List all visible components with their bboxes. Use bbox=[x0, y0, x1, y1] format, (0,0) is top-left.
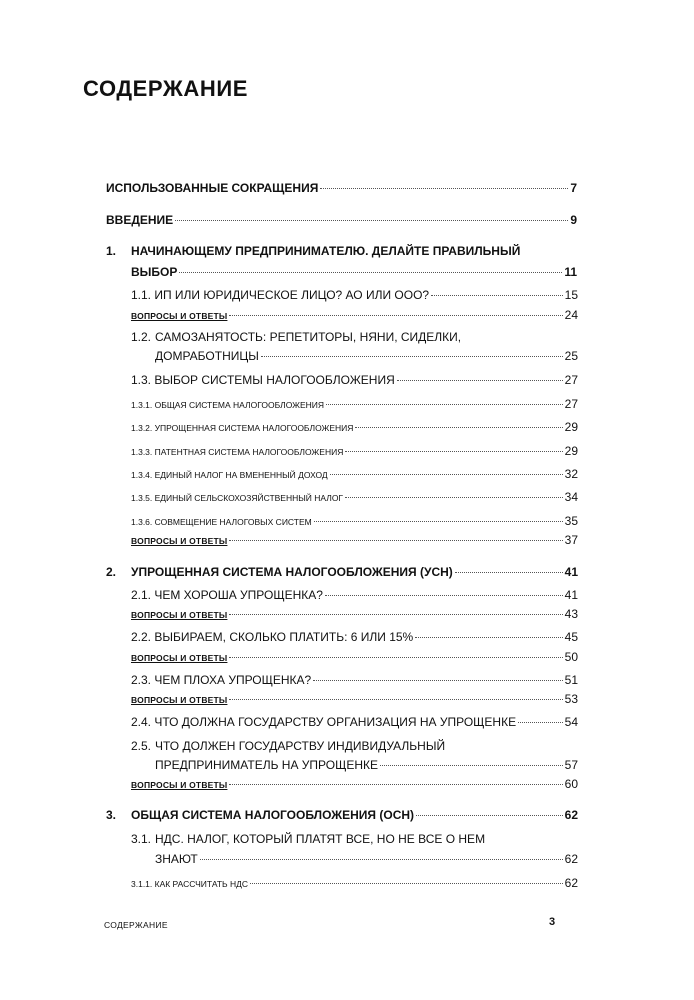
toc-entry-page: 24 bbox=[564, 308, 578, 322]
toc-entry-2-3[interactable] bbox=[131, 673, 578, 687]
toc-entry-label: ПРЕДПРИНИМАТЕЛЬ НА УПРОЩЕНКЕ bbox=[155, 758, 379, 772]
toc-entry-page: 27 bbox=[564, 397, 578, 411]
toc-chapter-number: 3. bbox=[106, 808, 117, 822]
toc-entry-page: 62 bbox=[564, 808, 578, 822]
toc-entry-label: 1.3.5. ЕДИНЫЙ СЕЛЬСКОХОЗЯЙСТВЕННЫЙ НАЛОГ bbox=[131, 493, 344, 503]
toc-chapter-number: 1. bbox=[106, 244, 117, 258]
toc-entry-label: 1.3. ВЫБОР СИСТЕМЫ НАЛОГООБЛОЖЕНИЯ bbox=[131, 373, 395, 387]
toc-entry-3-1-1[interactable] bbox=[131, 876, 578, 890]
dot-leader bbox=[325, 595, 563, 596]
dot-leader bbox=[518, 722, 563, 723]
toc-entry-page: 62 bbox=[564, 852, 578, 866]
toc-entry-label: ВВЕДЕНИЕ bbox=[106, 213, 174, 227]
toc-entry-label: ВОПРОСЫ И ОТВЕТЫ bbox=[131, 653, 228, 663]
page-title: СОДЕРЖАНИЕ bbox=[83, 76, 249, 101]
toc-entry-label: ОБЩАЯ СИСТЕМА НАЛОГООБЛОЖЕНИЯ (ОСН) bbox=[131, 808, 415, 822]
dot-leader bbox=[345, 497, 563, 498]
toc-entry-qa-3[interactable] bbox=[131, 607, 578, 621]
dot-leader bbox=[229, 315, 562, 316]
dot-leader bbox=[415, 637, 562, 638]
dot-leader bbox=[313, 680, 562, 681]
toc-entry-2-4[interactable] bbox=[131, 715, 578, 729]
toc-entry-label[interactable]: САМОЗАНЯТОСТЬ: РЕПЕТИТОРЫ, НЯНИ, СИДЕЛКИ, bbox=[155, 330, 462, 344]
footer-section-title: СОДЕРЖАНИЕ bbox=[104, 920, 168, 930]
toc-entry-label: 2.3. ЧЕМ ПЛОХА УПРОЩЕНКА? bbox=[131, 673, 312, 687]
toc-entry-2-5[interactable] bbox=[155, 758, 578, 772]
page-number: 3 bbox=[549, 916, 556, 928]
toc-entry-label: УПРОЩЕННАЯ СИСТЕМА НАЛОГООБЛОЖЕНИЯ (УСН) bbox=[131, 565, 453, 579]
dot-leader bbox=[229, 540, 562, 541]
dot-leader bbox=[200, 859, 563, 860]
toc-entry-page: 32 bbox=[564, 467, 578, 481]
toc-entry-page: 62 bbox=[564, 876, 578, 890]
toc-entry-page: 29 bbox=[564, 420, 578, 434]
toc-entry-label: ДОМРАБОТНИЦЫ bbox=[155, 349, 259, 363]
toc-entry-label[interactable]: НДС. НАЛОГ, КОТОРЫЙ ПЛАТЯТ ВСЕ, НО НЕ ВСЕ О НЕМ bbox=[155, 832, 486, 846]
toc-entry-page: 11 bbox=[564, 265, 577, 279]
toc-entry-label: ВОПРОСЫ И ОТВЕТЫ bbox=[131, 695, 228, 705]
toc-entry-label: 1.3.1. ОБЩАЯ СИСТЕМА НАЛОГООБЛОЖЕНИЯ bbox=[131, 400, 325, 410]
toc-entry-page: 60 bbox=[564, 777, 578, 791]
toc-entry-label: ВЫБОР bbox=[131, 265, 178, 279]
toc-entry-page: 7 bbox=[570, 181, 577, 195]
toc-section-number: 3.1. bbox=[131, 832, 152, 846]
toc-entry-page: 34 bbox=[564, 490, 578, 504]
toc-entry-label: ВОПРОСЫ И ОТВЕТЫ bbox=[131, 610, 228, 620]
toc-entry-label: 1.3.4. ЕДИНЫЙ НАЛОГ НА ВМЕНЕННЫЙ ДОХОД bbox=[131, 470, 328, 480]
dot-leader bbox=[175, 220, 568, 221]
toc-entry-page: 15 bbox=[564, 288, 578, 302]
toc-entry-page: 54 bbox=[564, 715, 578, 729]
toc-entry-qa-5[interactable] bbox=[131, 692, 578, 706]
dot-leader bbox=[397, 380, 563, 381]
toc-entry-label: 2.4. ЧТО ДОЛЖНА ГОСУДАРСТВУ ОРГАНИЗАЦИЯ НА УПРОЩЕНКЕ bbox=[131, 715, 517, 729]
toc-entry-label: ЗНАЮТ bbox=[155, 852, 198, 866]
toc-entry-page: 53 bbox=[564, 692, 578, 706]
toc-entry-chapter-1[interactable] bbox=[131, 265, 577, 279]
toc-entry-abbreviations[interactable] bbox=[106, 181, 577, 195]
dot-leader bbox=[261, 356, 563, 357]
toc-entry-page: 50 bbox=[564, 650, 578, 664]
toc-entry-qa-2[interactable] bbox=[131, 533, 578, 547]
dot-leader bbox=[416, 815, 563, 816]
toc-section-number: 1.2. bbox=[131, 330, 152, 344]
toc-entry-label[interactable]: НАЧИНАЮЩЕМУ ПРЕДПРИНИМАТЕЛЮ. ДЕЛАЙТЕ ПРАВИЛЬНЫЙ bbox=[131, 244, 521, 258]
dot-leader bbox=[320, 188, 568, 189]
toc-entry-label: 1.3.6. СОВМЕЩЕНИЕ НАЛОГОВЫХ СИСТЕМ bbox=[131, 517, 312, 527]
toc-entry-label: ВОПРОСЫ И ОТВЕТЫ bbox=[131, 536, 228, 546]
toc-entry-1-3-6[interactable] bbox=[131, 514, 578, 528]
toc-entry-qa-6[interactable] bbox=[131, 777, 578, 791]
toc-entry-label: 2.2. ВЫБИРАЕМ, СКОЛЬКО ПЛАТИТЬ: 6 ИЛИ 15% bbox=[131, 630, 414, 644]
toc-entry-chapter-3[interactable] bbox=[131, 808, 578, 822]
toc-entry-1-1[interactable] bbox=[131, 288, 578, 302]
toc-entry-page: 41 bbox=[564, 565, 578, 579]
toc-entry-page: 35 bbox=[564, 514, 578, 528]
toc-entry-1-3-5[interactable] bbox=[131, 490, 578, 504]
toc-entry-2-2[interactable] bbox=[131, 630, 578, 644]
toc-entry-2-1[interactable] bbox=[131, 588, 578, 602]
toc-entry-1-3-3[interactable] bbox=[131, 444, 578, 458]
dot-leader bbox=[355, 427, 562, 428]
toc-entry-page: 37 bbox=[564, 533, 578, 547]
dot-leader bbox=[455, 572, 563, 573]
dot-leader bbox=[380, 765, 563, 766]
toc-entry-chapter-2[interactable] bbox=[131, 565, 578, 579]
toc-entry-introduction[interactable] bbox=[106, 213, 577, 227]
toc-entry-page: 41 bbox=[564, 588, 578, 602]
dot-leader bbox=[229, 784, 562, 785]
toc-entry-label: ВОПРОСЫ И ОТВЕТЫ bbox=[131, 311, 228, 321]
toc-section-number: 2.5. bbox=[131, 739, 152, 753]
dot-leader bbox=[229, 657, 562, 658]
toc-entry-label: 1.1. ИП ИЛИ ЮРИДИЧЕСКОЕ ЛИЦО? АО ИЛИ ООО? bbox=[131, 288, 430, 302]
toc-entry-1-2[interactable] bbox=[155, 349, 578, 363]
toc-entry-label: 1.3.2. УПРОЩЕННАЯ СИСТЕМА НАЛОГООБЛОЖЕНИЯ bbox=[131, 423, 354, 433]
dot-leader bbox=[326, 404, 563, 405]
toc-entry-1-3[interactable] bbox=[131, 373, 578, 387]
dot-leader bbox=[229, 614, 562, 615]
toc-entry-page: 29 bbox=[564, 444, 578, 458]
dot-leader bbox=[314, 521, 563, 522]
dot-leader bbox=[250, 883, 563, 884]
toc-entry-page: 9 bbox=[570, 213, 577, 227]
toc-entry-1-3-2[interactable] bbox=[131, 420, 578, 434]
dot-leader bbox=[179, 272, 562, 273]
toc-entry-label: ИСПОЛЬЗОВАННЫЕ СОКРАЩЕНИЯ bbox=[106, 181, 319, 195]
toc-entry-qa-4[interactable] bbox=[131, 650, 578, 664]
dot-leader bbox=[345, 451, 562, 452]
toc-entry-page: 51 bbox=[564, 673, 578, 687]
dot-leader bbox=[330, 474, 563, 475]
toc-entry-label: 3.1.1. КАК РАССЧИТАТЬ НДС bbox=[131, 879, 248, 889]
toc-entry-page: 45 bbox=[564, 630, 578, 644]
toc-entry-page: 43 bbox=[564, 607, 578, 621]
toc-entry-page: 27 bbox=[564, 373, 578, 387]
toc-entry-label[interactable]: ЧТО ДОЛЖЕН ГОСУДАРСТВУ ИНДИВИДУАЛЬНЫЙ bbox=[155, 739, 446, 753]
toc-entry-page: 57 bbox=[564, 758, 578, 772]
toc-entry-3-1[interactable] bbox=[155, 852, 578, 866]
toc-chapter-number: 2. bbox=[106, 565, 117, 579]
toc-entry-label: 2.1. ЧЕМ ХОРОША УПРОЩЕНКА? bbox=[131, 588, 323, 602]
toc-entry-qa-1[interactable] bbox=[131, 308, 578, 322]
toc-entry-page: 25 bbox=[564, 349, 578, 363]
toc-entry-1-3-1[interactable] bbox=[131, 397, 578, 411]
dot-leader bbox=[229, 699, 562, 700]
toc-entry-label: ВОПРОСЫ И ОТВЕТЫ bbox=[131, 780, 228, 790]
dot-leader bbox=[431, 295, 563, 296]
toc-entry-label: 1.3.3. ПАТЕНТНАЯ СИСТЕМА НАЛОГООБЛОЖЕНИЯ bbox=[131, 447, 344, 457]
toc-entry-1-3-4[interactable] bbox=[131, 467, 578, 481]
